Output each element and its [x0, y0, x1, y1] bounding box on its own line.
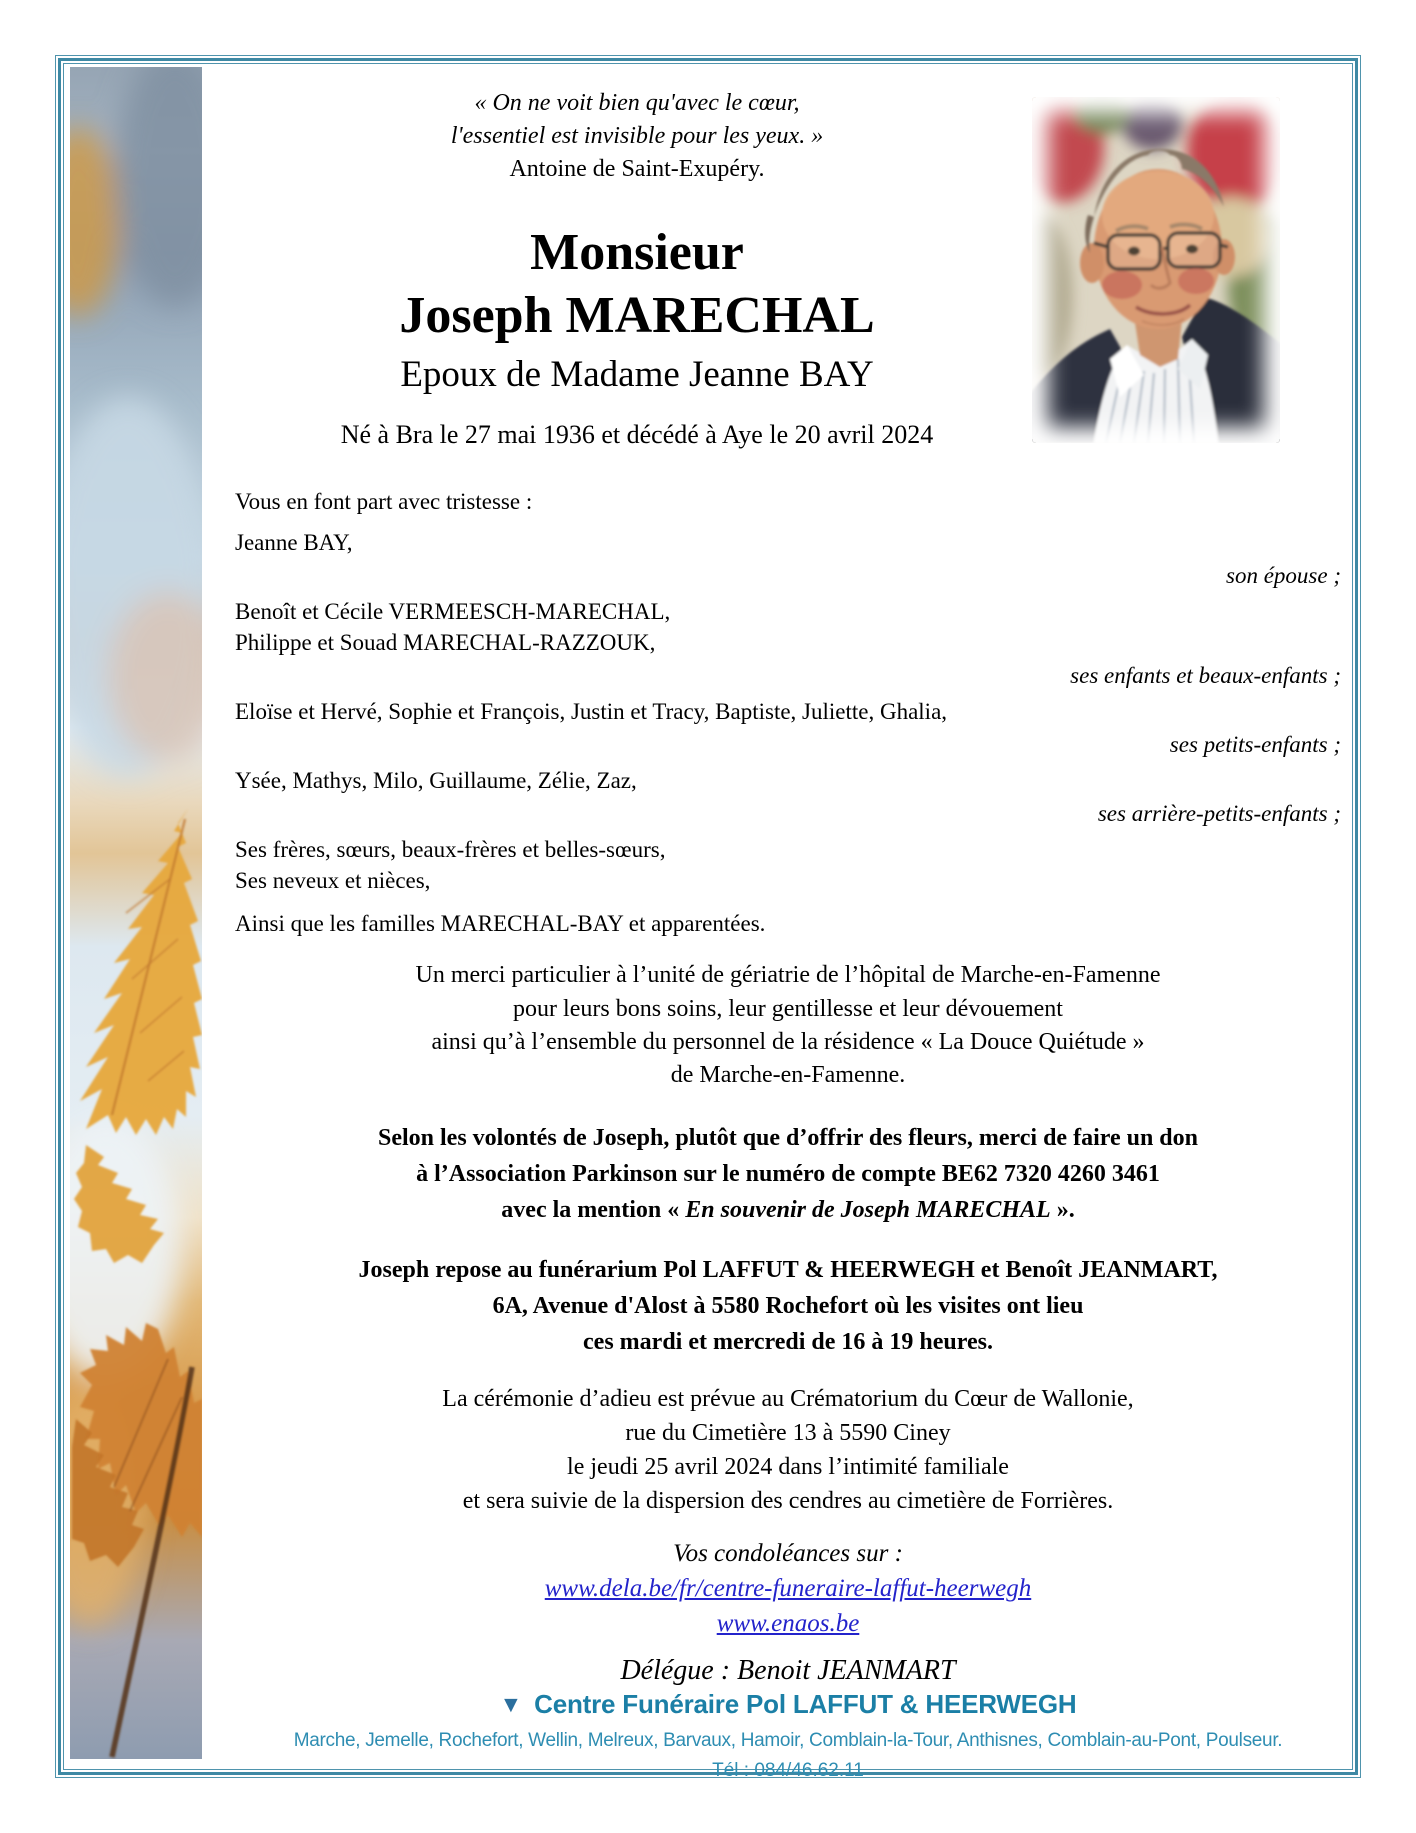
thanks-line: Un merci particulier à l’unité de gériatrie de l’hôpital de Marche-en-Famenne: [415, 962, 1161, 989]
mourner-name: Jeanne BAY,: [235, 529, 353, 555]
mourner-name: Philippe et Souad MARECHAL-RAZZOUK,: [235, 630, 656, 655]
memorial-quote: [235, 87, 1039, 186]
funeral-home-line: Joseph repose au funérarium Pol LAFFUT & HEERWEGH et Benoît JEANMART,: [358, 1256, 1218, 1283]
thanks-line: de Marche-en-Famenne.: [670, 1061, 906, 1088]
funeral-brand-line: [235, 1689, 1341, 1720]
donation-line: à l’Association Parkinson sur le numéro de compte BE62 7320 4260 3461: [416, 1160, 1160, 1187]
mourner-role: son épouse ;: [1226, 562, 1341, 588]
mourner-role: ses petits-enfants ;: [1169, 732, 1341, 758]
donation-line: Selon les volontés de Joseph, plutôt que d’offrir des fleurs, merci de faire un don: [377, 1124, 1199, 1151]
obituary-content: [235, 55, 1341, 1782]
mourner-name: Benoît et Cécile VERMEESCH-MARECHAL,: [235, 598, 671, 624]
condolences-link-enaos[interactable]: www.enaos.be: [716, 1610, 860, 1638]
mourner-group-grandchildren: [235, 696, 1341, 760]
deceased-name: Joseph MARECHAL: [399, 287, 875, 345]
birth-death-line: Né à Bra le 27 mai 1936 et décédé à Aye le 20 avril 2024: [340, 420, 934, 450]
delegate-line: Délégue : Benoit JEANMART: [620, 1655, 956, 1687]
funeral-home-line: ces mardi et mercredi de 16 à 19 heures.: [583, 1328, 993, 1355]
mourner-name: Ses frères, sœurs, beaux-frères et belles-sœurs,: [235, 837, 666, 863]
ceremony-line: rue du Cimetière 13 à 5590 Ciney: [625, 1419, 951, 1446]
condolences-link-dela[interactable]: www.dela.be/fr/centre-funeraire-laffut-heerwegh: [544, 1575, 1032, 1603]
mourner-group-children: [235, 596, 1341, 691]
mourner-group-spouse: [235, 527, 1341, 591]
mourners-section: [235, 486, 1341, 940]
title-prefix: Monsieur: [530, 224, 744, 282]
donation-mention: En souvenir de Joseph MARECHAL: [685, 1196, 1051, 1223]
mourner-role: ses arrière-petits-enfants ;: [1097, 801, 1341, 827]
mourner-name: Ysée, Mathys, Milo, Guillaume, Zélie, Zaz,: [235, 768, 637, 794]
footer-phone: Tél : 084/46.62.11: [712, 1760, 864, 1782]
donation-paragraph: [235, 1120, 1341, 1228]
triangle-logo-icon: ▼: [499, 1691, 523, 1718]
condolences-label: Vos condoléances sur :: [673, 1540, 903, 1568]
ceremony-paragraph: [235, 1382, 1341, 1518]
thanks-line: pour leurs bons soins, leur gentillesse et leur dévouement: [513, 995, 1063, 1022]
mourner-group-great-grandchildren: [235, 765, 1341, 829]
announcement-intro: Vous en font part avec tristesse :: [235, 488, 533, 514]
ceremony-line: et sera suivie de la dispersion des cendres au cimetière de Forrières.: [462, 1488, 1114, 1515]
footer-cities: Marche, Jemelle, Rochefort, Wellin, Melreux, Barvaux, Hamoir, Comblain-la-Tour, Anthisnes, Comblain-au-Pont, Poulseur.: [293, 1730, 1283, 1752]
thanks-paragraph: [235, 959, 1341, 1091]
families-line: Ainsi que les familles MARECHAL-BAY et apparentées.: [235, 911, 766, 937]
mourner-group-siblings: [235, 834, 1341, 896]
mourner-role: ses enfants et beaux-enfants ;: [1070, 663, 1341, 689]
funeral-brand-name: Centre Funéraire Pol LAFFUT & HEERWEGH: [534, 1689, 1077, 1720]
donation-mention-prefix: avec la mention «: [501, 1196, 686, 1223]
quote-line-1: « On ne voit bien qu'avec le cœur,: [474, 90, 800, 116]
quote-author: Antoine de Saint-Exupéry.: [509, 156, 765, 183]
funeral-home-line: 6A, Avenue d'Alost à 5580 Rochefort où les visites ont lieu: [492, 1292, 1084, 1319]
mourner-name: Ses neveux et nièces,: [235, 868, 431, 894]
quote-line-2: l'essentiel est invisible pour les yeux. »: [450, 123, 824, 150]
funeral-home-paragraph: [235, 1252, 1341, 1360]
header-section: [235, 87, 1341, 452]
mourner-name: Eloïse et Hervé, Sophie et François, Justin et Tracy, Baptiste, Juliette, Ghalia,: [235, 699, 948, 725]
autumn-leaves-side-image: [70, 67, 202, 1759]
spouse-subtitle: Epoux de Madame Jeanne BAY: [400, 354, 874, 396]
ceremony-line: La cérémonie d’adieu est prévue au Crématorium du Cœur de Wallonie,: [442, 1385, 1134, 1412]
thanks-line: ainsi qu’à l’ensemble du personnel de la résidence « La Douce Quiétude »: [431, 1028, 1145, 1055]
donation-mention-suffix: ».: [1050, 1196, 1075, 1223]
donation-line: [235, 1192, 1341, 1228]
ceremony-line: le jeudi 25 avril 2024 dans l’intimité familiale: [567, 1454, 1009, 1481]
condolences-section: [235, 1536, 1341, 1641]
